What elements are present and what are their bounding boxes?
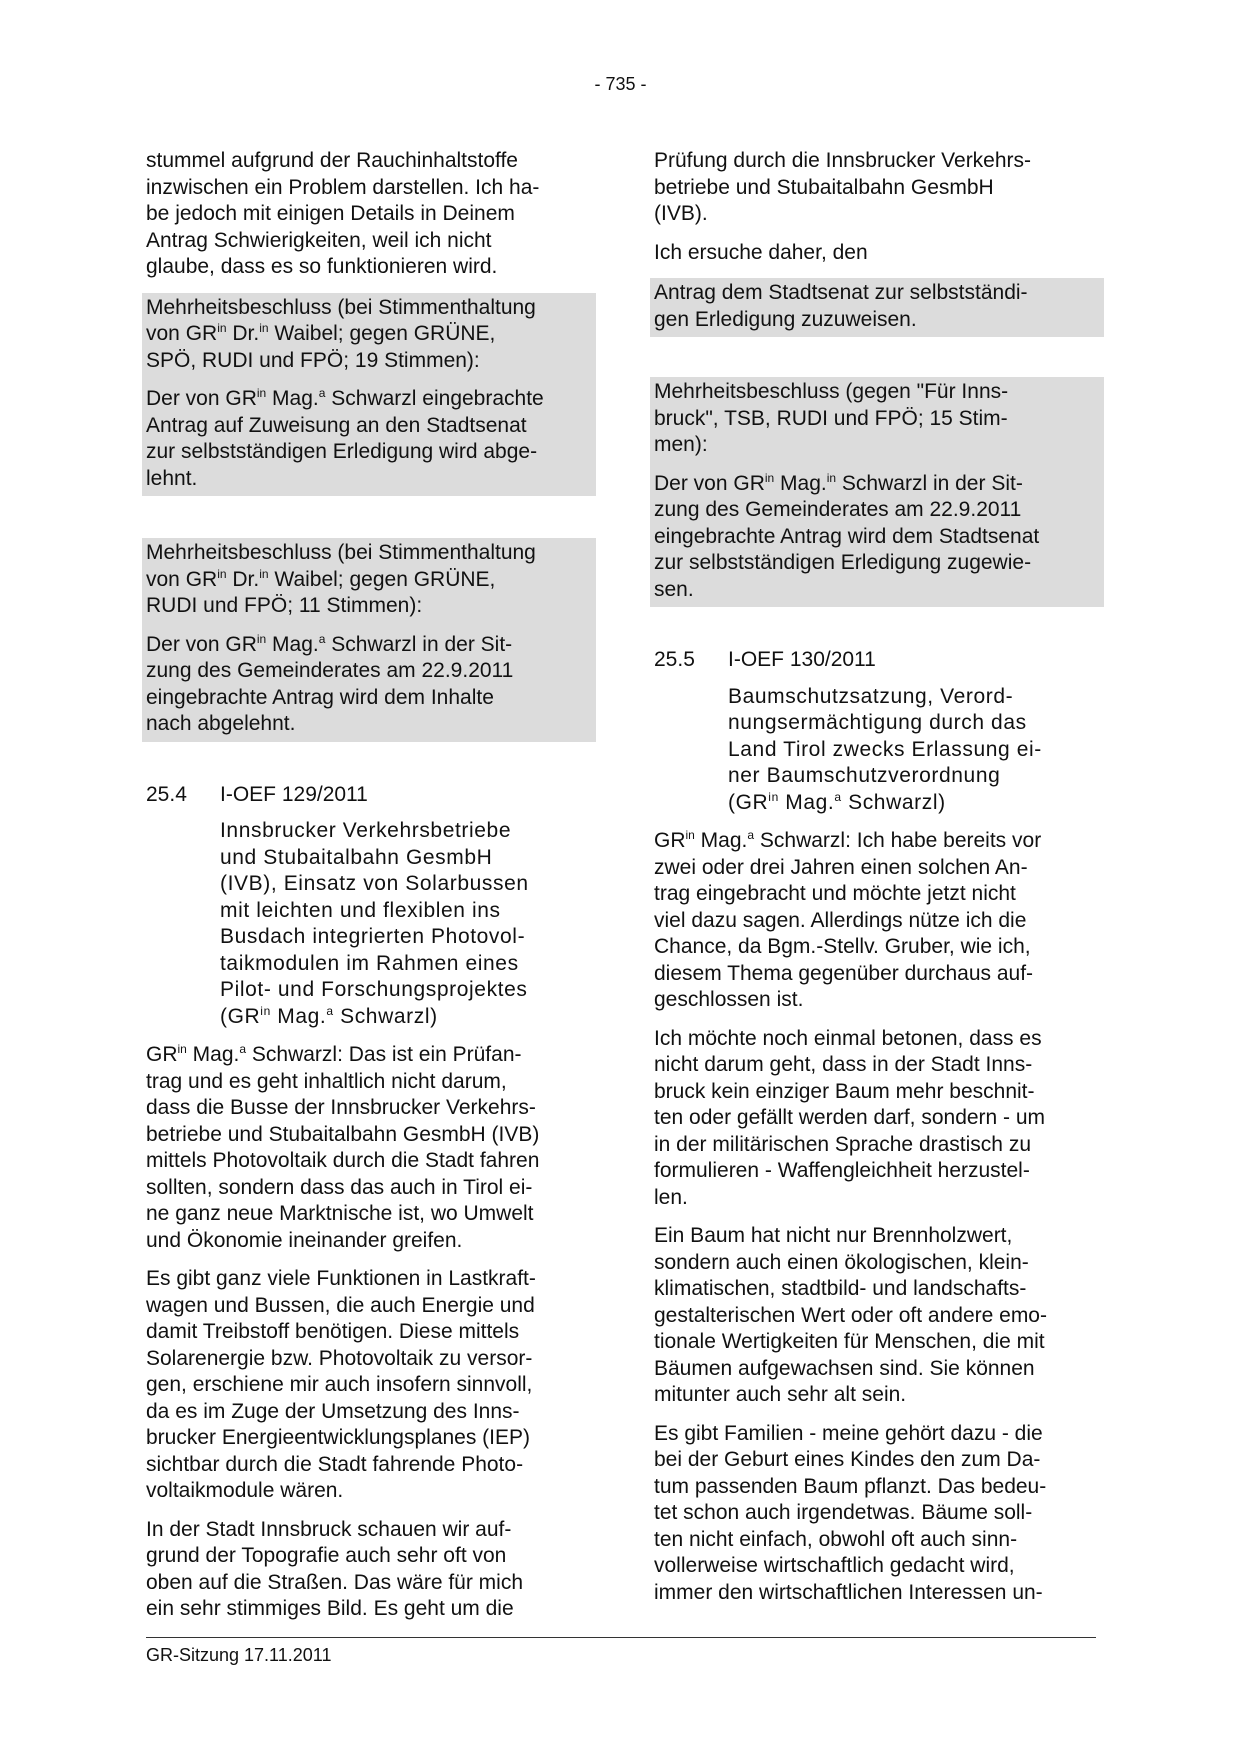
right-paragraph-6: Es gibt Familien - meine gehört dazu - die bei der Geburt eines Kindes den zum Da- tum passenden Baum pflanzt. Das bedeu- tet schon auch irgendetwas. Bäume soll- ten nicht einfach, obwohl oft auch sinn- vollerweise wirtschaftlich gedacht wird, immer den wirtschaftlichen Interessen un- [654, 1421, 1047, 1604]
agenda-item-25-4 [146, 782, 592, 809]
agenda-code: I-OEF 130/2011 [728, 648, 876, 671]
decision-text: Der von $GR^{in}$ Mag.$^a$ Schwarzl in der Sit- zung des Gemeinderates am 22.9.2011 eingebrachte Antrag wird dem Inhalte nach abgelehnt. [146, 631, 514, 735]
resolution-box-1 [142, 293, 596, 497]
agenda-number: 25.4 [146, 782, 187, 806]
left-paragraph-4: In der Stadt Innsbruck schauen wir auf- grund der Topografie auch sehr oft von oben auf die Straßen. Das wäre für mich ein sehr stimmiges Bild. Es geht um die [146, 1517, 524, 1620]
right-paragraph-5: Ein Baum hat nicht nur Brennholzwert, sondern auch einen ökologischen, klein- klimatischen, stadtbild- und landschafts- gestalterischen Wert oder oft andere emo- tionale Wertigkeiten für Menschen, die mit Bäumen aufgewachsen sind. Sie können mitunter auch sehr alt sein. [654, 1224, 1047, 1406]
agenda-number: 25.5 [654, 648, 695, 671]
resolution-box-2 [142, 538, 596, 742]
right-column [654, 148, 1100, 1618]
resolution-text: Mehrheitsbeschluss (bei Stimmenthaltung von $GR^{in}$ Dr.$^{in}$ Waibel; gegen GRÜNE, RUDI und FPÖ; 11 Stimmen): [146, 541, 536, 617]
agenda-title: Baumschutzsatzung, Verord- nungsermächtigung durch das Land Tirol zwecks Erlassung ei- ner Baumschutzverordnung ($GR^{in}$ Mag.$^a$ Schwarzl) [728, 684, 1042, 814]
left-column [146, 148, 592, 1635]
left-paragraph-2: $GR^{in}$ Mag.$^a$ Schwarzl: Das ist ein Prüfan- trag und es geht inhaltlich nicht darum, dass die Busse der Innsbrucker Verkehrs- betriebe und Stubaitalbahn GesmbH (IVB) mittels Photovoltaik durch die Stadt fahren sollten, sondern dass das auch in Tirol ei- ne ganz neue Marktnische ist, wo Umwelt und Ökonomie ineinander greifen. [146, 1042, 540, 1252]
left-paragraph-3: Es gibt ganz viele Funktionen in Lastkraft- wagen und Bussen, die auch Energie und damit Treibstoff benötigen. Diese mittels Solarenergie bzw. Photovoltaik zu versor- gen, erschiene mir auch insofern sinnvoll, da es im Zuge der Umsetzung des Inns- brucker Energieentwicklungsplanes (IEP) sichtbar durch die Stadt fahrende Photo- voltaikmodule wären. [146, 1267, 536, 1502]
resolution-text: Mehrheitsbeschluss (bei Stimmenthaltung von $GR^{in}$ Dr.$^{in}$ Waibel; gegen GRÜNE, SPÖ, RUDI und FPÖ; 19 Stimmen): [146, 295, 536, 372]
footer-divider [146, 1637, 1096, 1638]
page-number: - 735 - [594, 74, 647, 94]
right-paragraph-3: $GR^{in}$ Mag.$^a$ Schwarzl: Ich habe bereits vor zwei oder drei Jahren einen solchen An- trag eingebracht und möchte jetzt nicht viel dazu sagen. Allerdings nütze ich die Chance, da Bgm.-Stellv. Gruber, wie ich, diesem Thema gegenüber durchaus auf- geschlossen ist. [654, 828, 1042, 1011]
decision-text: Der von $GR^{in}$ Mag.$^a$ Schwarzl eingebrachte Antrag auf Zuweisung an den Stadtsenat zur selbstständigen Erledigung wird abge- lehnt. [146, 386, 544, 490]
right-paragraph-4: Ich möchte noch einmal betonen, dass es nicht darum geht, dass in der Stadt Inns- bruck kein einziger Baum mehr beschnit- ten oder gefällt werden darf, sondern - um in der militärischen Sprache drastisch zu formulieren - Waffengleichheit herzustel- len. [654, 1026, 1046, 1209]
right-paragraph-1: Prüfung durch die Innsbrucker Verkehrs- betriebe und Stubaitalbahn GesmbH (IVB). [654, 149, 1032, 225]
request-box [650, 278, 1104, 337]
decision-text: Der von $GR^{in}$ Mag.$^{in}$ Schwarzl in der Sit- zung des Gemeinderates am 22.9.2011 eingebrachte Antrag wird dem Stadtsenat zur selbstständigen Erledigung zugewie- sen. [654, 470, 1040, 601]
request-text: Antrag dem Stadtsenat zur selbstständi- gen Erledigung zuzuweisen. [654, 281, 1028, 331]
footer-text: GR-Sitzung 17.11.2011 [146, 1645, 332, 1665]
resolution-box-3 [650, 377, 1104, 607]
left-paragraph-1: stummel aufgrund der Rauchinhaltstoffe inzwischen ein Problem darstellen. Ich ha- be jedoch mit einigen Details in Deinem Antrag Schwierigkeiten, weil ich nicht glaube, dass es so funktionieren wird. [146, 149, 540, 278]
agenda-title: Innsbrucker Verkehrsbetriebe und Stubaitalbahn GesmbH (IVB), Einsatz von Solarbussen mit leichten und flexiblen ins Busdach integrierten Photovol- taikmodulen im Rahmen eines Pilot- und Forschungsprojektes ($GR^{in}$ Mag.$^a$ Schwarzl) [220, 819, 529, 1028]
resolution-text: Mehrheitsbeschluss (gegen "Für Inns- bruck", TSB, RUDI und FPÖ; 15 Stim- men): [654, 380, 1009, 456]
right-paragraph-2: Ich ersuche daher, den [654, 240, 868, 264]
agenda-item-25-5 [654, 647, 1100, 674]
agenda-code: I-OEF 129/2011 [220, 782, 368, 806]
